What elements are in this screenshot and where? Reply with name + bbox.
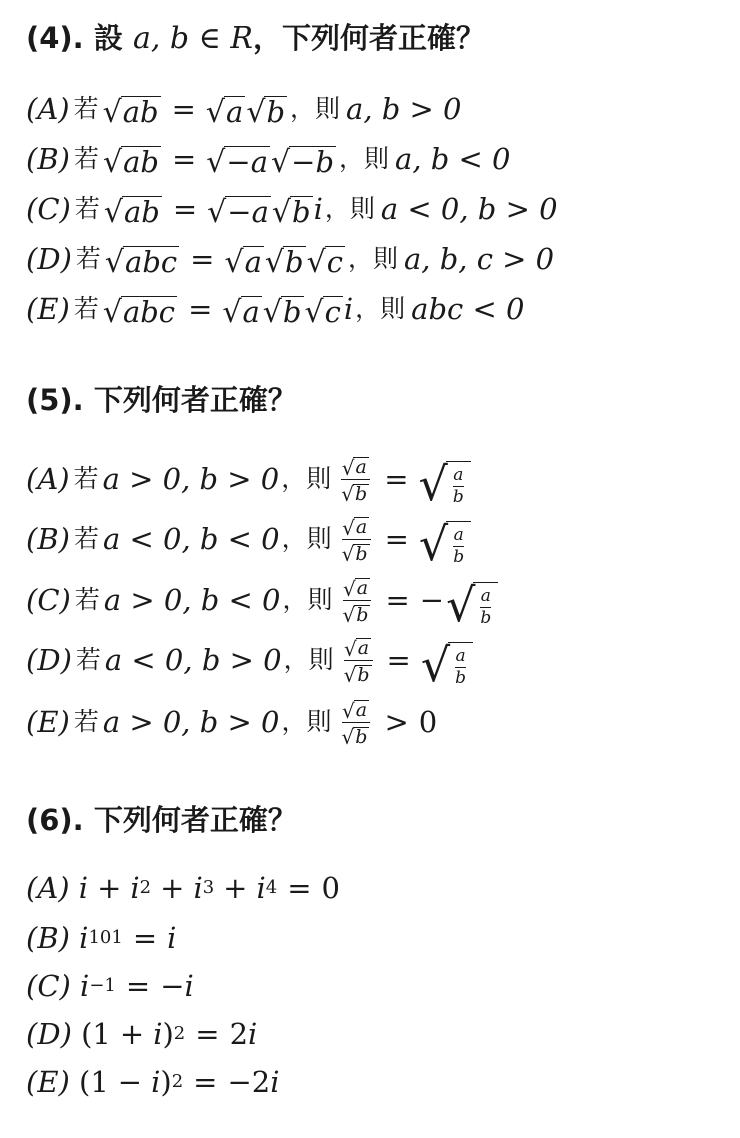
then-word: ，則 xyxy=(282,585,333,614)
condition: a > 0, b > 0 xyxy=(102,705,280,739)
sqrt-a: √ a xyxy=(224,244,262,280)
q5-option-e: (E) 若 a > 0, b > 0 ，則 √ a √ b > 0 xyxy=(26,698,438,750)
if-word: 若 xyxy=(73,464,99,493)
if-word: 若 xyxy=(73,707,99,736)
if-word: 若 xyxy=(74,194,100,223)
question-number: (6). xyxy=(26,803,84,837)
option-label: (D) xyxy=(26,242,72,276)
fraction-sqrt-a-over-sqrt-b: √ a √ b xyxy=(342,514,371,565)
if-word: 若 xyxy=(73,144,99,173)
conclusion: a, b, c > 0 xyxy=(403,242,555,276)
q6-option-a: (A) i + i 2 + i 3 + i 4 = 0 xyxy=(26,866,340,910)
option-label: (C) xyxy=(26,583,71,617)
option-label: (E) xyxy=(26,1065,70,1099)
fraction-sqrt-a-over-sqrt-b: √ a √ b xyxy=(342,697,371,748)
sqrt-b: √ b xyxy=(264,244,304,280)
condition: a < 0, b > 0 xyxy=(104,643,282,677)
heading-text: 下列何者正確？ xyxy=(93,383,297,417)
option-label: (A) xyxy=(26,871,70,905)
then-word: ，則 xyxy=(281,464,332,493)
q4-option-a: (A) 若 √ ab = √ a √ b ，則 a, b > 0 xyxy=(26,87,462,131)
option-label: (B) xyxy=(26,142,70,176)
sqrt-c: √ c xyxy=(306,244,343,280)
sqrt-neg-a: √ −a xyxy=(207,194,269,230)
q5-option-b: (B) 若 a < 0, b < 0 ，則 √ a √ b = √ $\frac{a}{b}$ xyxy=(26,510,471,568)
sqrt-a-over-b: √ $\frac{a}{b}$ xyxy=(419,511,471,567)
sqrt-a: √ a xyxy=(222,294,260,330)
option-label: (A) xyxy=(26,462,70,496)
option-label: (C) xyxy=(26,192,71,226)
conclusion: a, b < 0 xyxy=(395,142,511,176)
q5-option-c: (C) 若 a > 0, b < 0 ，則 √ a √ b = − √ $\frac{a}{b}$ xyxy=(26,571,498,629)
then-word: ，則 xyxy=(339,144,390,173)
q6-option-d: (D) (1 + i ) 2 = 2 i xyxy=(26,1012,257,1056)
question-5-heading xyxy=(26,380,297,420)
option-label: (B) xyxy=(26,921,70,955)
fraction-sqrt-a-over-sqrt-b: √ a √ b xyxy=(343,575,372,626)
sqrt-neg-b: √ −b xyxy=(271,144,335,180)
if-word: 若 xyxy=(73,294,99,323)
sqrt-a-over-b: √ $\frac{a}{b}$ xyxy=(446,572,498,628)
option-label: (D) xyxy=(26,1017,72,1051)
then-word: ，則 xyxy=(324,194,375,223)
sqrt-a-over-b: √ $\frac{a}{b}$ xyxy=(421,632,473,688)
sqrt-abc: √ abc xyxy=(104,244,178,280)
if-word: 若 xyxy=(74,585,100,614)
question-6-heading xyxy=(26,800,297,840)
condition: a > 0, b < 0 xyxy=(103,583,281,617)
conclusion: a, b > 0 xyxy=(346,92,462,126)
sqrt-ab: √ ab xyxy=(102,144,159,180)
question-4-heading xyxy=(26,18,485,59)
sqrt-a-over-b: √ $\frac{a}{b}$ xyxy=(419,451,471,507)
if-word: 若 xyxy=(73,94,99,123)
q4-option-d: (D) 若 √ abc = √ a √ b √ c ，則 a, b, c > 0 xyxy=(26,237,554,281)
sqrt-c: √ c xyxy=(304,294,341,330)
sqrt-a: √ a xyxy=(205,94,244,130)
then-word: ，則 xyxy=(355,294,406,323)
question-number: (5). xyxy=(26,383,84,417)
heading-math: a, b ∈ R xyxy=(132,21,253,56)
fraction-sqrt-a-over-sqrt-b: √ a √ b xyxy=(341,454,370,505)
q4-option-e: (E) 若 √ abc = √ a √ b √ c i ，則 abc < 0 xyxy=(26,287,524,331)
option-label: (A) xyxy=(26,92,70,126)
option-label: (E) xyxy=(26,705,70,739)
option-label: (E) xyxy=(26,292,70,326)
heading-text: 下列何者正確？ xyxy=(93,803,297,837)
q5-option-a: (A) 若 a > 0, b > 0 ，則 √ a √ b = √ $\frac{a}{b}$ xyxy=(26,450,471,508)
condition: a < 0, b < 0 xyxy=(102,522,280,556)
q6-option-e: (E) (1 − i ) 2 = −2 i xyxy=(26,1060,280,1104)
option-label: (B) xyxy=(26,522,70,556)
conclusion: a < 0, b > 0 xyxy=(380,192,558,226)
then-word: ，則 xyxy=(283,645,334,674)
then-word: ，則 xyxy=(281,707,332,736)
conclusion: abc < 0 xyxy=(411,292,525,326)
sqrt-ab: √ ab xyxy=(103,194,160,230)
then-word: ，則 xyxy=(281,524,332,553)
then-word: ，則 xyxy=(347,244,398,273)
q4-option-b: (B) 若 √ ab = √ −a √ −b ，則 a, b < 0 xyxy=(26,137,511,181)
sqrt-b: √ b xyxy=(262,294,302,330)
option-label: (D) xyxy=(26,643,72,677)
q4-option-c: (C) 若 √ ab = √ −a √ b i ，則 a < 0, b > 0 xyxy=(26,187,558,231)
sqrt-b: √ b xyxy=(271,194,311,230)
fraction-sqrt-a-over-sqrt-b: √ a √ b xyxy=(344,635,373,686)
q5-option-d: (D) 若 a < 0, b > 0 ，則 √ a √ b = √ $\frac{a}{b}$ xyxy=(26,631,473,689)
sqrt-ab: √ ab xyxy=(102,94,159,130)
sqrt-abc: √ abc xyxy=(102,294,176,330)
if-word: 若 xyxy=(75,244,101,273)
heading-text: ，下列何者正確？ xyxy=(252,21,485,55)
condition: a > 0, b > 0 xyxy=(102,462,280,496)
if-word: 若 xyxy=(75,645,101,674)
q6-option-b: (B) i 101 = i xyxy=(26,916,176,960)
then-word: ，則 xyxy=(290,94,341,123)
sqrt-b: √ b xyxy=(246,94,286,130)
q6-option-c: (C) i −1 = − i xyxy=(26,964,194,1008)
sqrt-neg-a: √ −a xyxy=(206,144,268,180)
if-word: 若 xyxy=(73,524,99,553)
option-label: (C) xyxy=(26,969,71,1003)
heading-prefix: 設 xyxy=(93,21,123,55)
question-number: (4). xyxy=(26,21,84,55)
